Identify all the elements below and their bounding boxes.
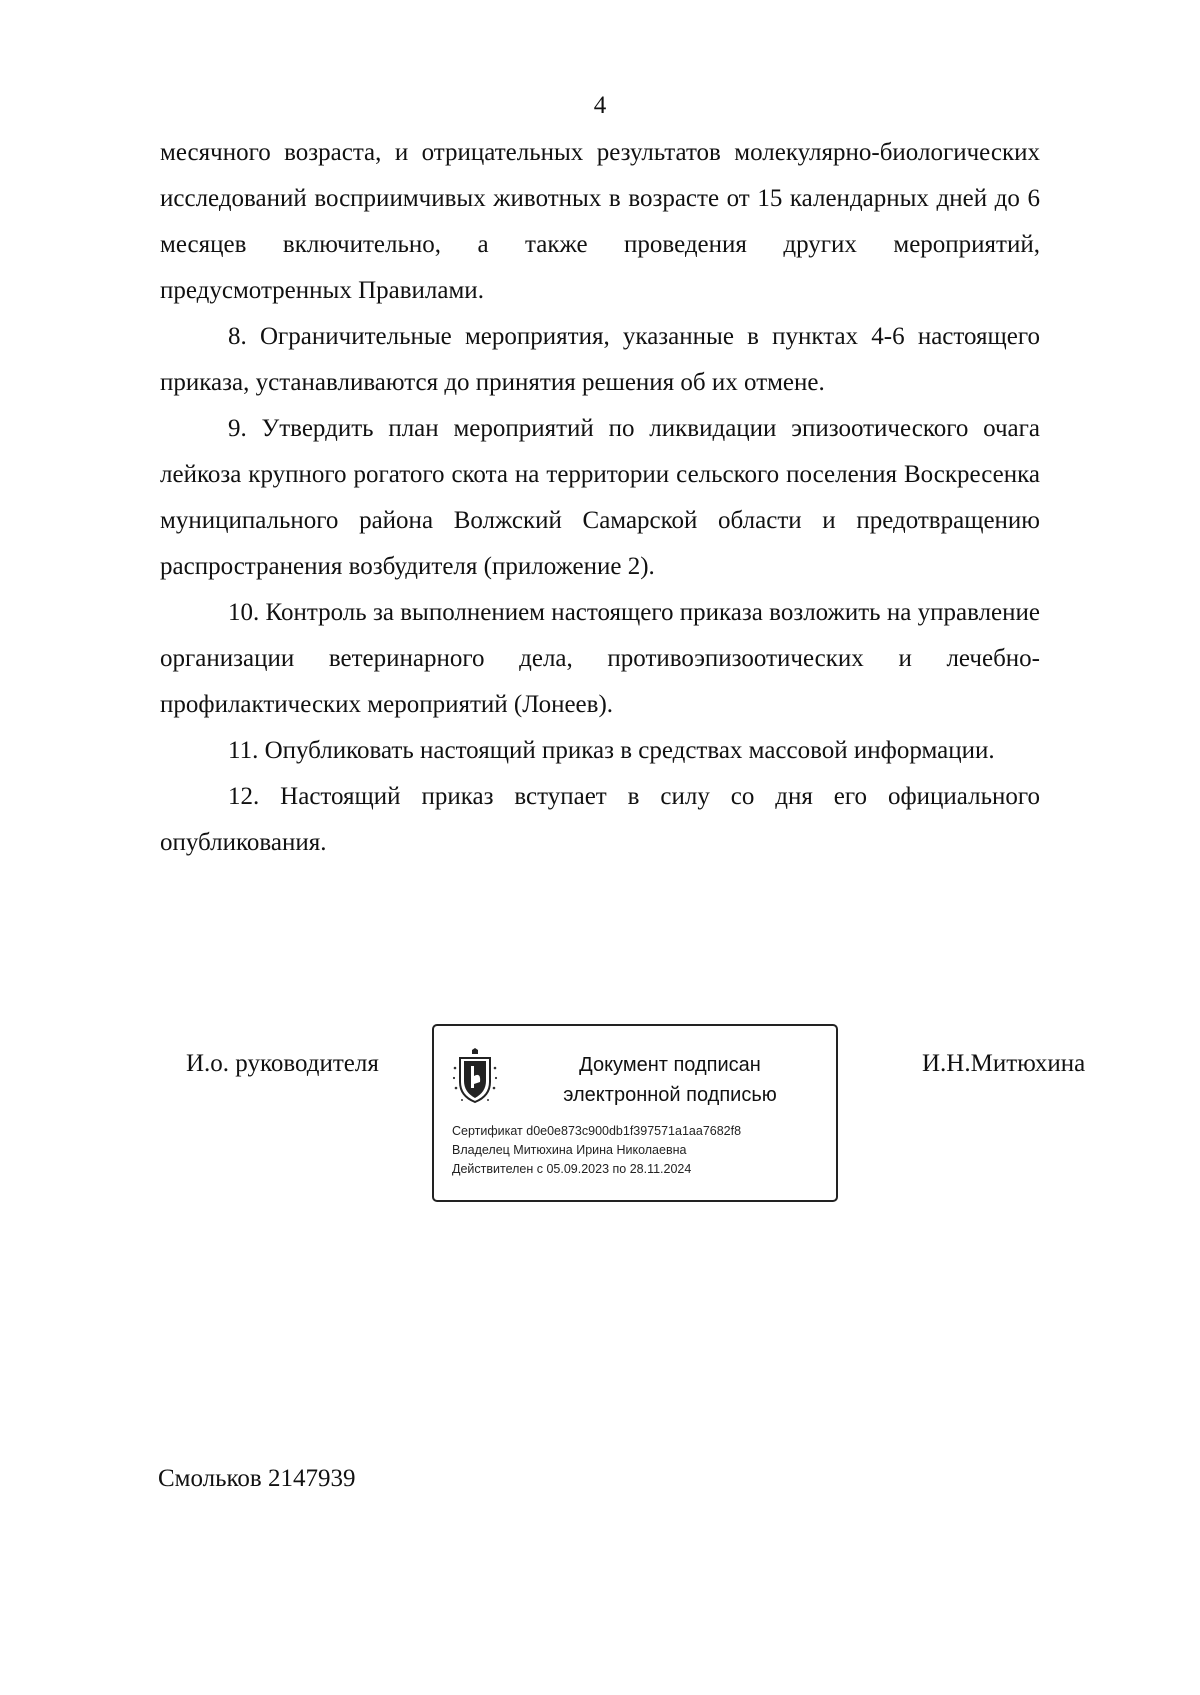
signer-name: И.Н.Митюхина xyxy=(922,1050,1086,1077)
paragraph-item-10: 10. Контроль за выполнением настоящего приказа возложить на управление организации ветеринарного дела, противоэпизоотических и лечебно-профилактических мероприятий (Лонеев). xyxy=(160,599,1040,718)
stamp-details xyxy=(452,1122,832,1179)
executor-contact: Смольков 2147939 xyxy=(158,1465,356,1492)
stamp-heading xyxy=(520,1050,820,1110)
stamp-heading-line-1: Документ подписан xyxy=(579,1054,761,1076)
document-body xyxy=(160,130,1040,866)
e-signature-stamp xyxy=(432,1024,838,1202)
samara-coat-of-arms-icon xyxy=(452,1048,498,1104)
paragraph-continuation: месячного возраста, и отрицательных результатов молекулярно-биологических исследований восприимчивых животных в возрасте от 15 календарных дней до 6 месяцев включительно, а также проведения других мероприятий, предусмотренных Правилами. xyxy=(160,139,1040,304)
signer-title: И.о. руководителя xyxy=(186,1050,379,1077)
stamp-validity: Действителен с 05.09.2023 по 28.11.2024 xyxy=(452,1162,692,1176)
paragraph-item-8: 8. Ограничительные мероприятия, указанные в пунктах 4-6 настоящего приказа, устанавливаются до принятия решения об их отмене. xyxy=(160,323,1040,396)
stamp-heading-line-2: электронной подписью xyxy=(563,1084,777,1106)
stamp-owner: Владелец Митюхина Ирина Николаевна xyxy=(452,1143,687,1157)
stamp-certificate: Сертификат d0e0e873c900db1f397571a1aa7682f8 xyxy=(452,1124,742,1138)
page-number: 4 xyxy=(593,92,607,119)
paragraph-item-11: 11. Опубликовать настоящий приказ в средствах массовой информации. xyxy=(228,737,995,764)
paragraph-item-12: 12. Настоящий приказ вступает в силу со дня его официального опубликования. xyxy=(160,783,1040,856)
paragraph-item-9: 9. Утвердить план мероприятий по ликвидации эпизоотического очага лейкоза крупного рогатого скота на территории сельского поселения Воскресенка муниципального района Волжский Самарской области и предотвращению распространения возбудителя (приложение 2). xyxy=(160,415,1040,580)
